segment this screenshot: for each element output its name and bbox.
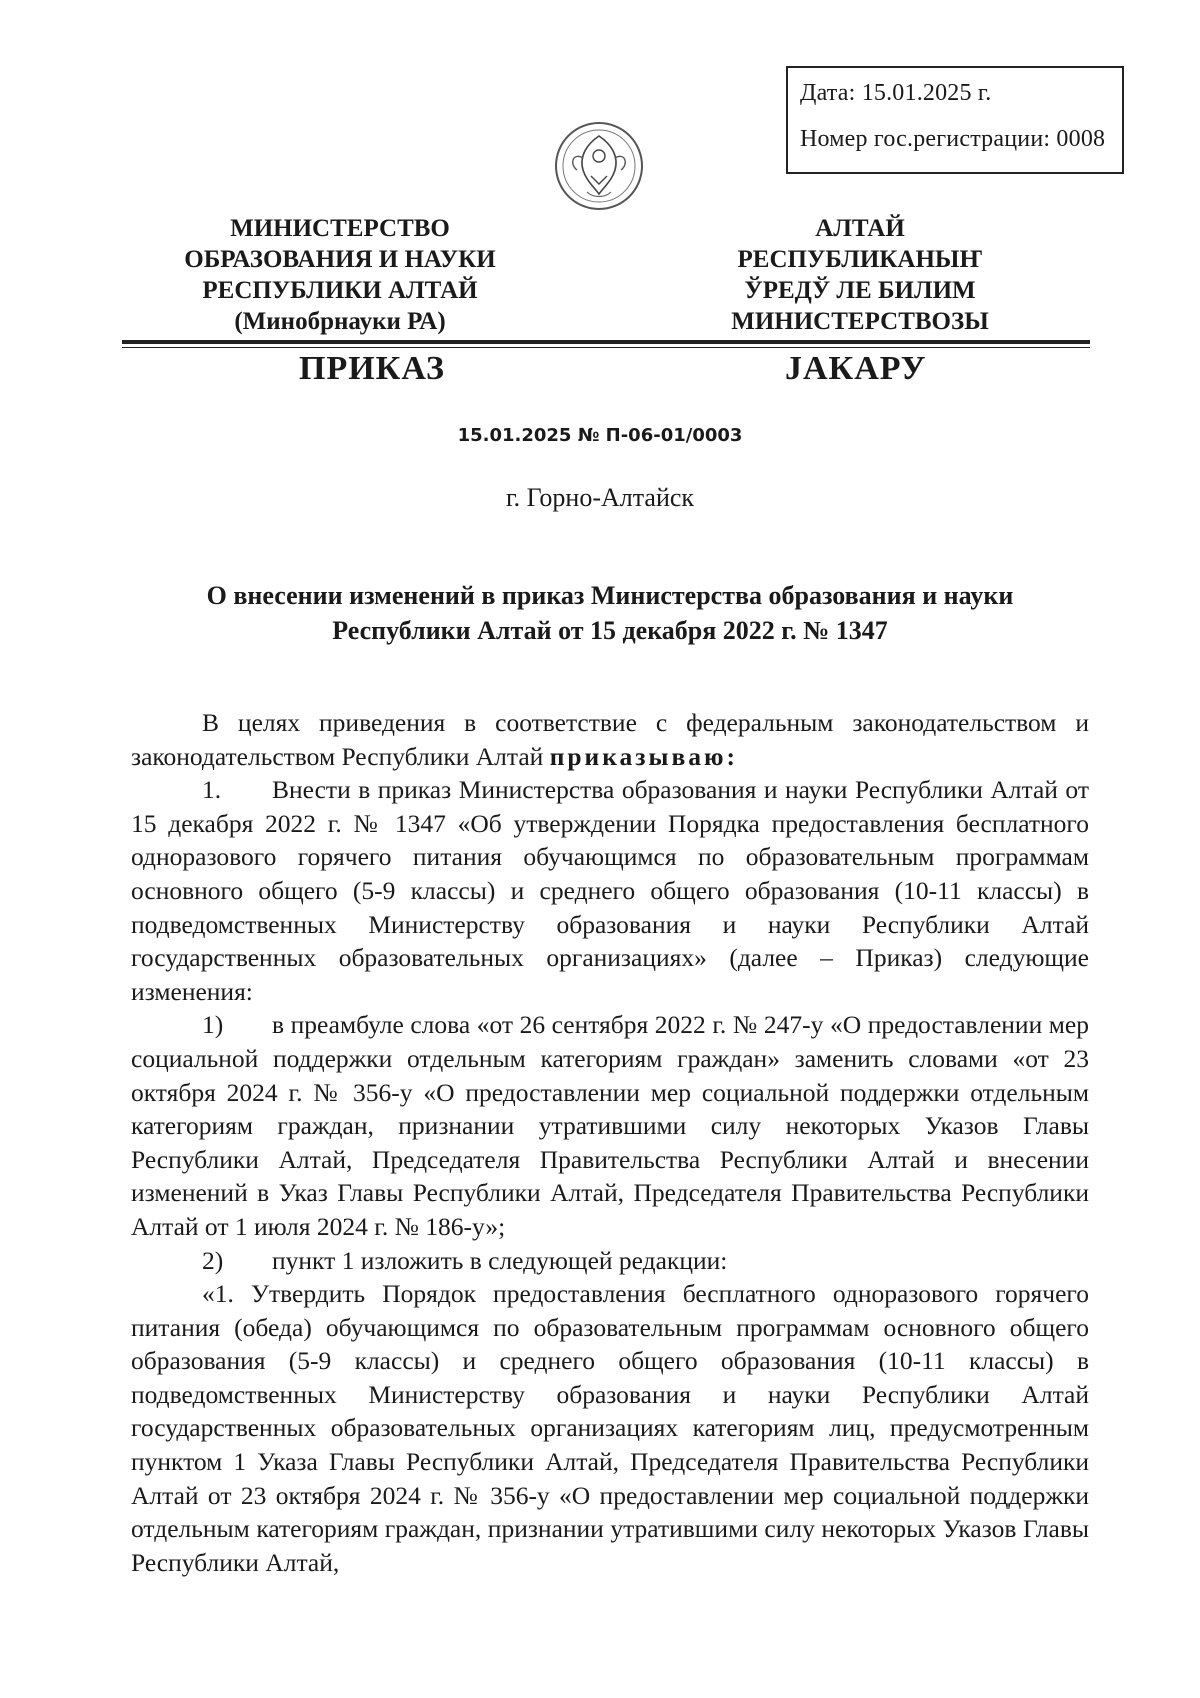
order-subject: О внесении изменений в приказ Министерства образования и науки Республики Алтай от 15 декабря 2022 г. № 1347 (206, 581, 1014, 645)
item-1: 1. Внести в приказ Министерства образования и науки Республики Алтай от 15 декабря 2022 г. № 1347 «Об утверждении Порядка предоставления бесплатного одноразового горячего питания обучающимся по образовательным программам основного общего (5-9 классы) и среднего общего образования (10-11 классы) в подведомственных Министерству образования и науки Республики Алтай государственных образовательных организациях» (далее – Приказ) следующие изменения: (131, 775, 1089, 1006)
header-divider (122, 340, 1090, 344)
order-number: 15.01.2025 № П-06-01/0003 (457, 425, 743, 446)
sub-item-2: 2) пункт 1 изложить в следующей редакции: (202, 1245, 728, 1275)
doc-type-altai: ЈАКАРУ (785, 350, 927, 387)
coat-of-arms-icon (553, 118, 645, 214)
quoted-paragraph: «1. Утвердить Порядок предоставления бесплатного одноразового горячего питания (обеда) обучающимся по образовательным программам основного общего образования (5-9 классы) и среднего общего образования (10-11 классы) в подведомственных Министерству образования и науки Республики Алтай государственных образовательных организациях категориям лиц, предусмотренным пунктом 1 Указа Главы Республики Алтай, Председателя Правительства Республики Алтай от 23 октября 2024 г. № 356-у «О предоставлении мер социальной поддержки отдельным категориям граждан, признании утратившими силу некоторых Указов Главы Республики Алтай, (131, 1279, 1089, 1577)
order-keyword: приказываю: (549, 741, 738, 771)
doc-type-ru: ПРИКАЗ (299, 350, 445, 387)
city: г. Горно-Алтайск (505, 483, 695, 512)
registration-stamp (786, 66, 1124, 174)
intro-paragraph: В целях приведения в соответствие с федеральным законодательством и законодательством Республики Алтай приказываю: (131, 708, 1089, 771)
ministry-name-altai: АЛТАЙ РЕСПУБЛИКАНЫҤ ЎРЕДЎ ЛЕ БИЛИМ МИНИСТЕРСТВОЗЫ (731, 215, 989, 335)
sub-item-1: 1) в преамбуле слова «от 26 сентября 2022 г. № 247-у «О предоставлении мер социальной поддержки отдельным категориям граждан» заменить словами «от 23 октября 2024 г. № 356-у «О предоставлении мер социальной поддержки отдельным категориям граждан, признании утратившими силу некоторых Указов Главы Республики Алтай, Председателя Правительства Республики Алтай и внесении изменений в Указ Главы Республики Алтай, Председателя Правительства Республики Алтай от 1 июля 2024 г. № 186-у»; (131, 1010, 1089, 1241)
stamp-registration-number: Номер гос.регистрации: 0008 (800, 126, 1106, 152)
order-body (131, 706, 1089, 1579)
header-divider-thin (122, 347, 1090, 348)
ministry-name-ru: МИНИСТЕРСТВО ОБРАЗОВАНИЯ И НАУКИ РЕСПУБЛИКИ АЛТАЙ (Минобрнауки РА) (184, 215, 496, 335)
stamp-date: Дата: 15.01.2025 г. (800, 80, 992, 106)
